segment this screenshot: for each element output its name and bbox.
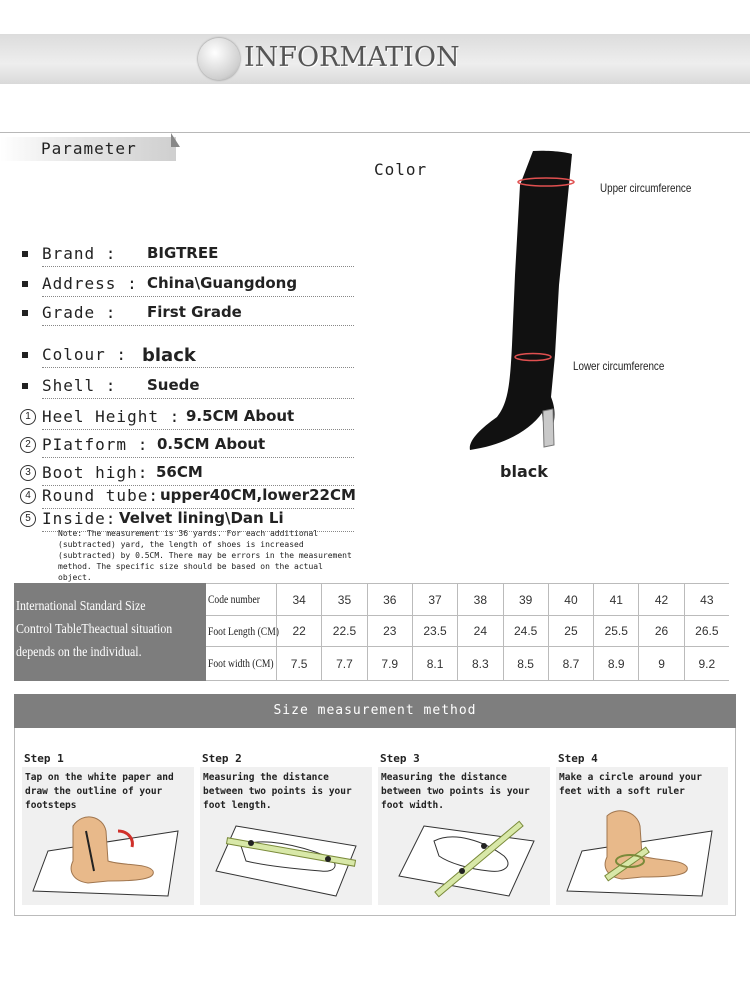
spec-key: Inside: <box>42 509 117 528</box>
dotted-divider <box>42 325 354 326</box>
table-cell: 8.5 <box>503 647 548 680</box>
bullet-icon <box>22 383 28 389</box>
step-description: Measuring the distance between two points is your foot length. <box>203 772 352 811</box>
spec-value: Suede <box>147 376 200 394</box>
step-title: Step 2 <box>202 752 242 765</box>
banner-circle-icon <box>198 38 240 80</box>
spec-value: BIGTREE <box>147 244 219 262</box>
spec-value: First Grade <box>147 303 242 321</box>
spec-row <box>22 486 354 510</box>
table-cell: 25.5 <box>593 616 638 646</box>
table-cell: 8.7 <box>548 647 593 680</box>
table-cell: 23.5 <box>412 616 457 646</box>
divider <box>0 132 750 133</box>
step-title: Step 4 <box>558 752 598 765</box>
spec-value: 56CM <box>156 463 203 481</box>
row-label: Foot width (CM) <box>208 656 274 670</box>
table-cell: 7.5 <box>276 647 321 680</box>
foot-circle-icon <box>562 801 722 901</box>
spec-value: black <box>142 345 196 366</box>
table-cell: 22 <box>276 616 321 646</box>
table-cell: 26 <box>638 616 683 646</box>
spec-row <box>22 435 354 459</box>
spec-key: Brand : <box>42 244 117 263</box>
table-cell: 24 <box>457 616 502 646</box>
foot-width-icon <box>384 801 544 901</box>
tab-corner-icon <box>171 133 180 147</box>
table-cell: 39 <box>503 584 548 615</box>
step-description: Make a circle around your feet with a soft ruler <box>559 772 702 797</box>
table-cell: 23 <box>367 616 412 646</box>
number-badge: 5 <box>20 511 36 527</box>
table-cell: 36 <box>367 584 412 615</box>
table-cell: 35 <box>321 584 366 615</box>
spec-key: PIatform : <box>42 435 149 454</box>
foot-length-icon <box>206 801 366 901</box>
number-badge: 3 <box>20 465 36 481</box>
table-cell: 9 <box>638 647 683 680</box>
spec-key: Shell : <box>42 376 117 395</box>
table-cell: 8.1 <box>412 647 457 680</box>
spec-key: Boot high: <box>42 463 149 482</box>
size-table-title: International Standard Size Control TableTheactual situation depends on the individual. <box>14 583 206 681</box>
spec-value: upper40CM,lower22CM <box>160 486 356 504</box>
bullet-icon <box>22 251 28 257</box>
table-cell: 25 <box>548 616 593 646</box>
bullet-icon <box>22 281 28 287</box>
step-title: Step 3 <box>380 752 420 765</box>
spec-key: Colour : <box>42 345 128 364</box>
step-description: Measuring the distance between two points is your foot width. <box>381 772 530 811</box>
table-cell: 22.5 <box>321 616 366 646</box>
parameter-label: Parameter <box>41 139 137 158</box>
table-cell: 34 <box>276 584 321 615</box>
table-cell: 43 <box>684 584 729 615</box>
spec-value: 0.5CM About <box>157 435 266 453</box>
page-title: INFORMATION <box>244 42 460 73</box>
table-cell: 9.2 <box>684 647 729 680</box>
size-table <box>206 583 729 681</box>
dotted-divider <box>42 266 354 267</box>
dotted-divider <box>42 398 354 399</box>
table-cell: 38 <box>457 584 502 615</box>
boot-heel <box>543 409 554 447</box>
step-1 <box>22 749 194 907</box>
table-cell: 42 <box>638 584 683 615</box>
table-cell: 8.3 <box>457 647 502 680</box>
size-note: Note: The measurement is 36 yards. For each additional (subtracted) yard, the length of shoes is increased (subtracted) by 0.5CM. There may be errors in the measurement method. The specific size should be based on the actual object. <box>58 529 352 582</box>
spec-row <box>22 274 354 298</box>
table-cell: 40 <box>548 584 593 615</box>
number-badge: 4 <box>20 488 36 504</box>
table-cell: 37 <box>412 584 457 615</box>
row-label: Foot Length (CM) <box>208 623 279 638</box>
table-row <box>206 647 729 681</box>
table-row <box>206 583 729 616</box>
spec-row <box>22 376 354 400</box>
bullet-icon <box>22 352 28 358</box>
boot-shaft <box>470 151 572 450</box>
table-cell: 8.9 <box>593 647 638 680</box>
table-row <box>206 616 729 647</box>
lower-circumference-label: Lower circumference <box>573 359 665 373</box>
spec-row <box>22 407 354 431</box>
step-3 <box>378 749 550 907</box>
step-title: Step 1 <box>24 752 64 765</box>
step-4 <box>556 749 728 907</box>
spec-key: Address : <box>42 274 138 293</box>
table-cell: 26.5 <box>684 616 729 646</box>
spec-row <box>22 345 354 369</box>
foot-outline-icon <box>28 801 188 901</box>
dotted-divider <box>42 457 354 458</box>
step-2 <box>200 749 372 907</box>
bullet-icon <box>22 310 28 316</box>
number-badge: 1 <box>20 409 36 425</box>
spec-row <box>22 463 354 487</box>
measurement-title: Size measurement method <box>273 703 477 718</box>
spec-value: Velvet lining\Dan Li <box>119 509 284 527</box>
color-label: Color <box>374 160 428 179</box>
spec-row <box>22 244 354 268</box>
spec-key: Grade : <box>42 303 117 322</box>
step-description: Tap on the white paper and draw the outline of your footsteps <box>25 772 174 811</box>
spec-value: 9.5CM About <box>186 407 295 425</box>
boot-image <box>460 145 580 457</box>
spec-row <box>22 303 354 327</box>
spec-key: Heel Height : <box>42 407 181 426</box>
upper-circumference-label: Upper circumference <box>600 181 692 195</box>
boot-color-caption: black <box>500 462 548 481</box>
table-cell: 41 <box>593 584 638 615</box>
spec-value: China\Guangdong <box>147 274 298 292</box>
dotted-divider <box>42 367 354 368</box>
table-cell: 7.7 <box>321 647 366 680</box>
dotted-divider <box>42 429 354 430</box>
table-cell: 7.9 <box>367 647 412 680</box>
table-cell: 24.5 <box>503 616 548 646</box>
number-badge: 2 <box>20 437 36 453</box>
row-label: Code number <box>208 592 260 606</box>
dotted-divider <box>42 296 354 297</box>
spec-key: Round tube: <box>42 486 159 505</box>
